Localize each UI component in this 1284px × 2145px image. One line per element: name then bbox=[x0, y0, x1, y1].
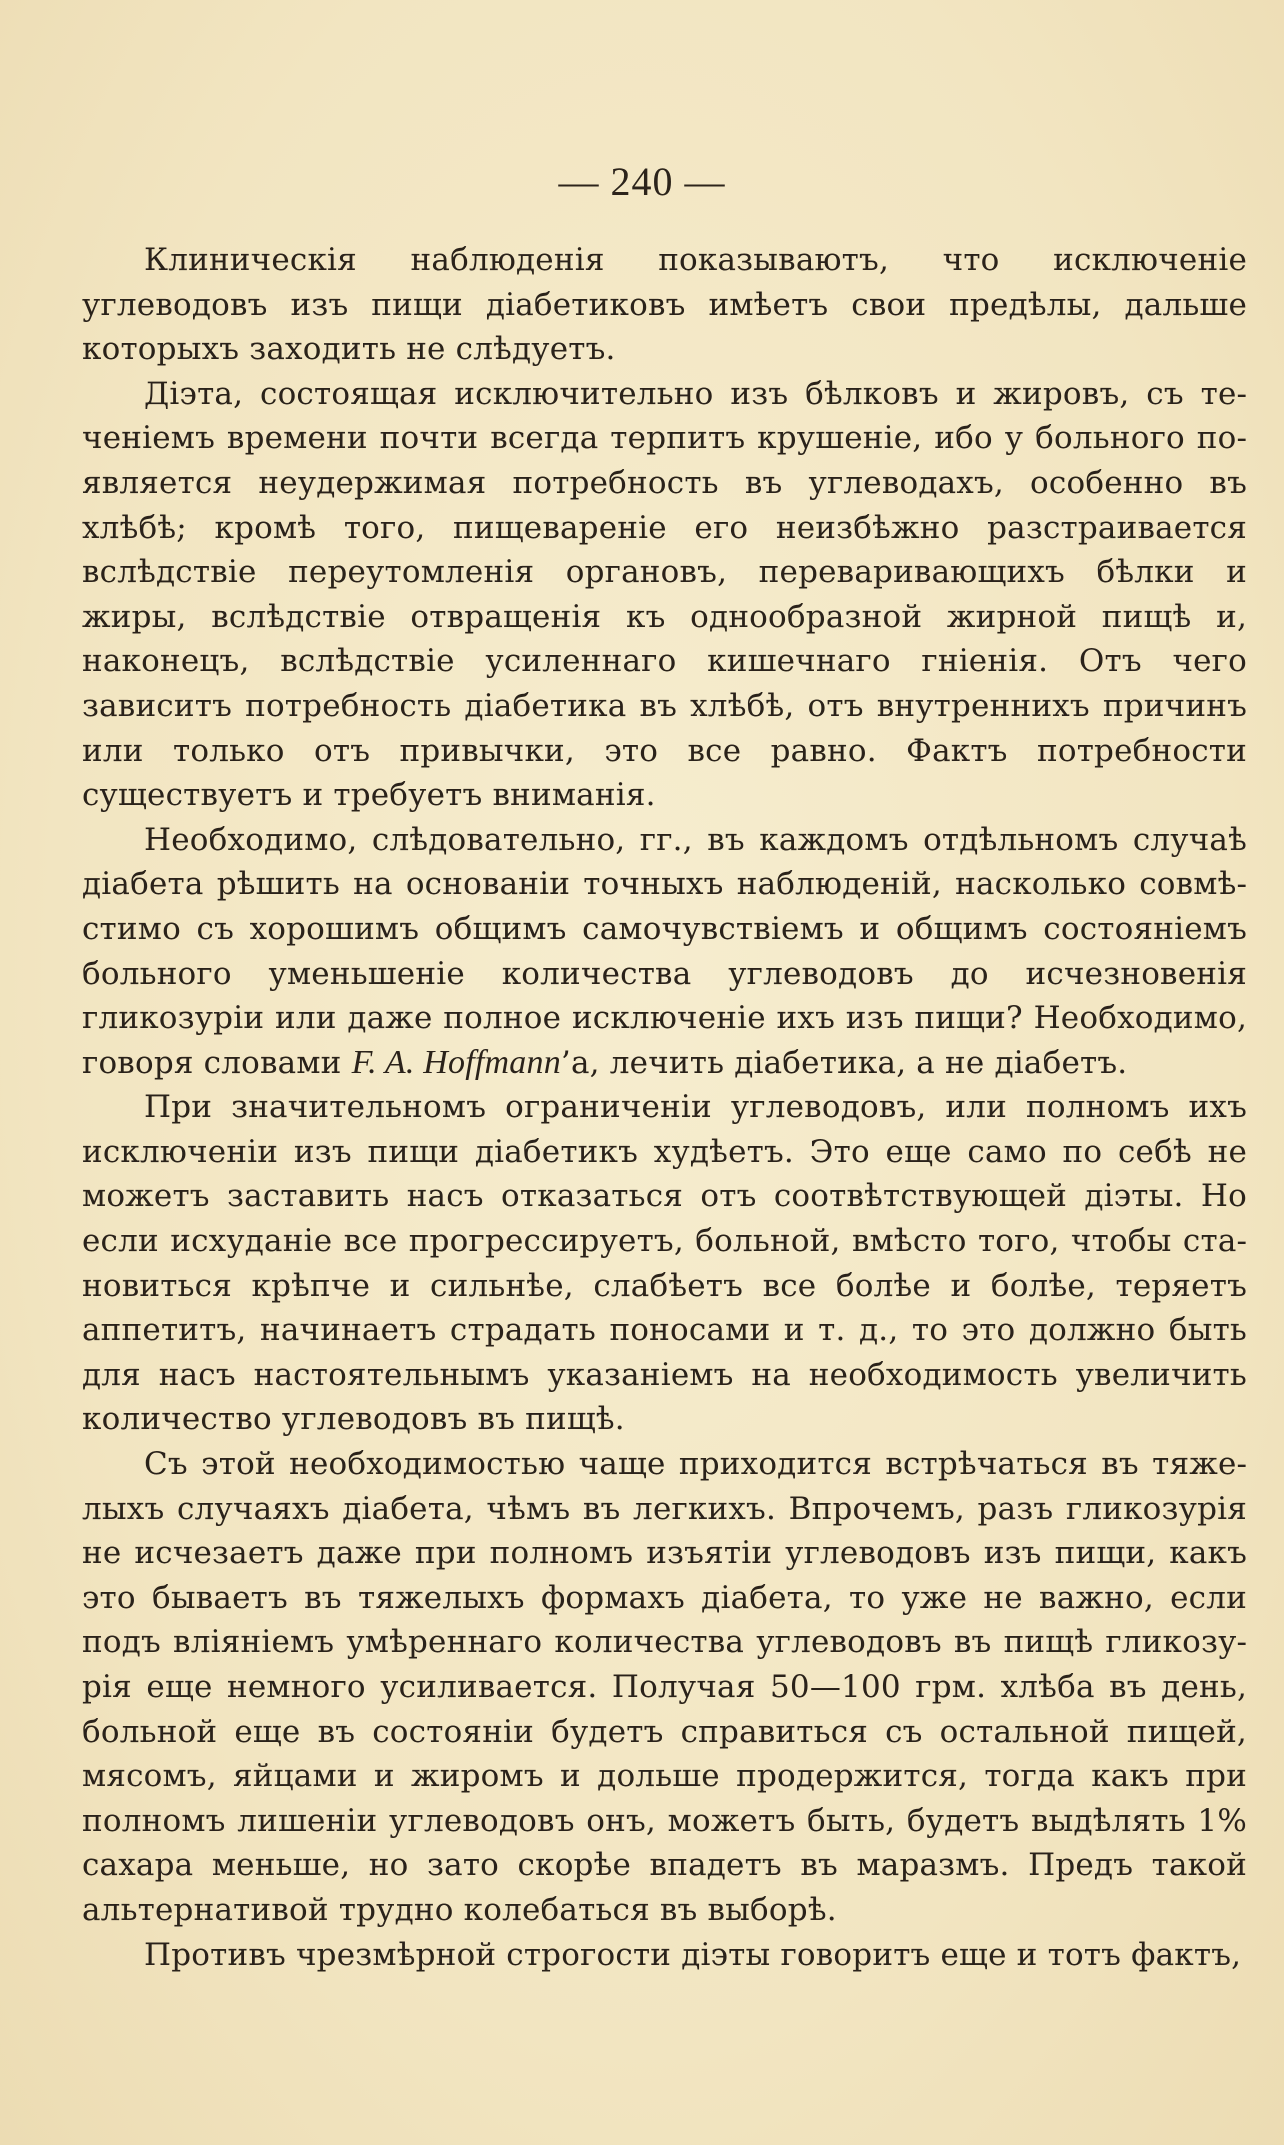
paragraph-5: Съ этой необходимостью чаще приходится встрѣчаться въ тяжелыхъ случаяхъ діабета, чѣмъ въ легкихъ. Впрочемъ, разъ гликозурія не исчезаетъ даже при полномъ изъятіи углеводовъ изъ пищи, какъ это бываетъ въ тяжелыхъ формахъ діабета, то уже не важно, если подъ вліяніемъ умѣреннаго количества углеводовъ въ пищѣ гликозурія еще немного усиливается. Получая 50—100 грм. хлѣба въ день, больной еще въ состояніи будетъ справиться съ остальной пищей, мясомъ, яйцами и жиромъ и дольше продержится, тогда какъ при полномъ лишеніи углеводовъ онъ, можетъ быть, будетъ выдѣлять 1% сахара меньше, но зато скорѣе впадетъ въ маразмъ. Предъ такой альтернативой трудно колебаться въ выборѣ. bbox=[82, 1446, 1247, 1928]
paragraph-4: При значительномъ ограниченіи углеводовъ, или полномъ ихъ исключеніи изъ пищи діабетикъ худѣетъ. Это еще само по себѣ не можетъ заставить насъ отказаться отъ соотвѣтствующей діэты. Но если исхуданіе все прогрессируетъ, больной, вмѣсто того, чтобы становиться крѣпче и сильнѣе, слабѣетъ все болѣе и болѣе, теряетъ аппетитъ, начинаетъ страдать поносами и т. д., то это должно быть для насъ настоятельнымъ указаніемъ на необходимость увеличить количество углеводовъ въ пищѣ. bbox=[82, 1089, 1247, 1438]
page-number: — 240 — bbox=[558, 159, 726, 204]
paragraph-2: Діэта, состоящая исключительно изъ бѣлковъ и жировъ, съ теченіемъ времени почти всегда терпитъ крушеніе, ибо у больного появляется неудержимая потребность въ углеводахъ, особенно въ хлѣбѣ; кромѣ того, пищевареніе его неизбѣжно разстраивается вслѣдствіе переутомленія органовъ, переваривающихъ бѣлки и жиры, вслѣдствіе отвращенія къ однообразной жирной пищѣ и, наконецъ, вслѣдствіе усиленнаго кишечнаго гніенія. Отъ чего зависитъ потребность діабетика въ хлѣбѣ, отъ внутреннихъ причинъ или только отъ привычки, это все равно. Фактъ потребности существуетъ и требуетъ вниманія. bbox=[82, 375, 1247, 814]
body-text bbox=[82, 238, 1247, 1977]
paragraph-3-text-after: ’а, лечить діабетика, а не діабетъ. bbox=[560, 1044, 1128, 1081]
paragraph-1: Клиническія наблюденія показываютъ, что исключеніе углеводовъ изъ пищи діабетиковъ имѣетъ свои предѣлы, дальше которыхъ заходить не слѣдуетъ. bbox=[82, 242, 1247, 368]
author-name: F. A. Hoffmann bbox=[351, 1043, 561, 1081]
paragraph-3 bbox=[82, 818, 1247, 1086]
paragraph-6: Противъ чрезмѣрной строгости діэты говоритъ еще и тотъ фактъ, bbox=[144, 1936, 1242, 1973]
paragraph-3-text-before: Необходимо, слѣдовательно, гг., въ каждомъ отдѣльномъ случаѣ діабета рѣшить на основаніи точныхъ наблюденій, насколько совмѣстимо съ хорошимъ общимъ самочувствіемъ и общимъ состояніемъ больного уменьшеніе количества углеводовъ до исчезновенія гликозуріи или даже полное исключеніе ихъ изъ пищи? Необходимо, говоря словами bbox=[82, 821, 1247, 1081]
